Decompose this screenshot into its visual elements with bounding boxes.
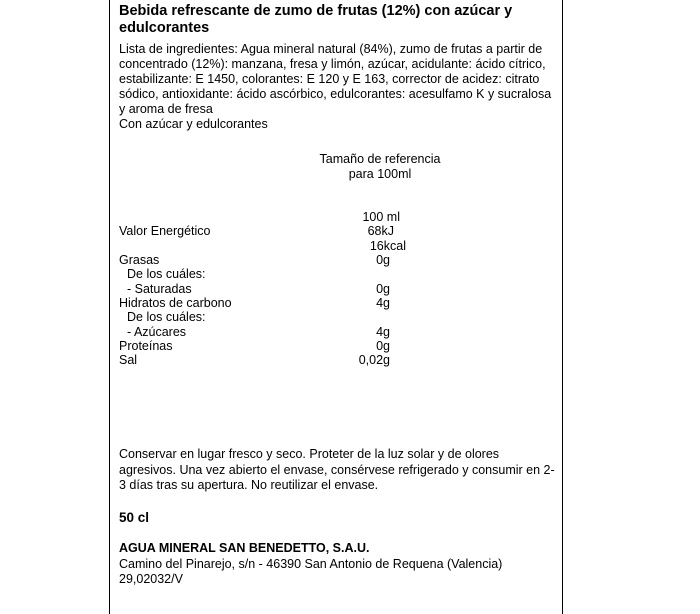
nutrient-value-fat: 0g: [376, 253, 390, 267]
volume: 50 cl: [119, 510, 150, 525]
company-address: Camino del Pinarejo, s/n - 46390 San Antonio de Requena (Valencia): [119, 557, 503, 571]
nutrient-value-saturated: 0g: [376, 282, 390, 296]
ingredients-list: Lista de ingredientes: Agua mineral natural (84%), zumo de frutas a partir de concentrado (12%): manzana, fresa y limón, azúcar, acidulante: ácido cítrico, estabilizante: E 1450, colorantes: E 120 y E 163, corrector de acidez: citrato sódico, antioxidante: ácido ascórbico, edulcorantes: acesulfamo K y sucralosa y aroma de fresa: [119, 42, 552, 116]
nutrient-label-saturated: - Saturadas: [127, 282, 192, 296]
reference-size-line1: Tamaño de referencia: [319, 152, 441, 166]
reference-size-line2: para 100ml: [348, 167, 412, 181]
nutrient-value-sugars: 4g: [376, 325, 390, 339]
column-header-100ml: 100 ml: [362, 210, 400, 224]
nutrient-label-fat: Grasas: [119, 253, 160, 267]
nutrient-label-sugars: - Azúcares: [127, 325, 187, 339]
company-name: AGUA MINERAL SAN BENEDETTO, S.A.U.: [119, 541, 370, 555]
nutrient-value-salt: 0,02g: [358, 353, 390, 367]
storage-instructions: Conservar en lugar fresco y seco. Proteter de la luz solar y de olores agresivos. Una vez abierto el envase, consérvese refrigerado y consumir en 2-3 días tras su apertura. No reutilizar el envase.: [119, 447, 555, 492]
energy-kj-value: 68kJ: [367, 224, 394, 238]
registration-code: 29,02032/V: [119, 572, 183, 586]
nutrient-value-carbohydrates: 4g: [376, 296, 390, 310]
energy-label: Valor Energético: [119, 224, 211, 238]
sweetener-claim: Con azúcar y edulcorantes: [119, 117, 268, 131]
nutrient-label-of-which-carbs: De los cuáles:: [127, 310, 206, 324]
energy-kcal-value: 16kcal: [369, 239, 406, 253]
nutrient-label-salt: Sal: [119, 353, 138, 367]
nutrient-label-carbohydrates: Hidratos de carbono: [119, 296, 232, 310]
nutrient-value-protein: 0g: [376, 339, 390, 353]
nutrient-label-of-which-fat: De los cuáles:: [127, 267, 206, 281]
product-title: Bebida refrescante de zumo de frutas (12%) con azúcar y edulcorantes: [119, 3, 513, 36]
nutrient-label-protein: Proteínas: [119, 339, 173, 353]
